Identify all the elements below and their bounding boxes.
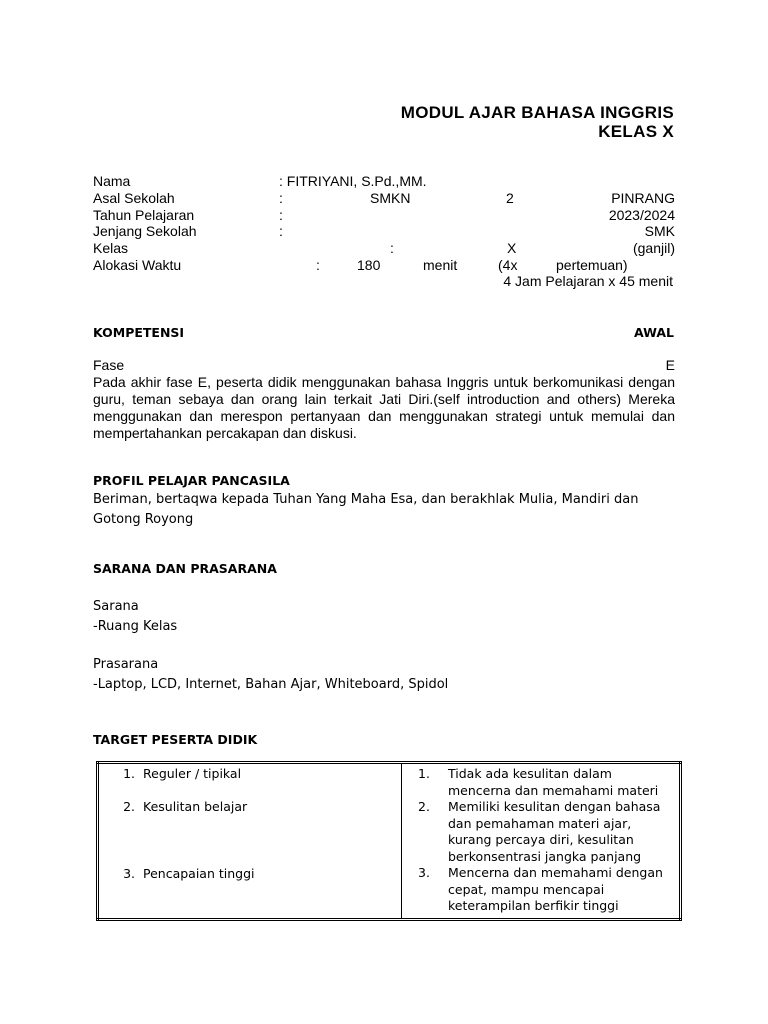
jenjang-label: Jenjang Sekolah (93, 223, 197, 239)
alokasi-label: Alokasi Waktu (93, 257, 182, 273)
asal-colon: : (279, 190, 283, 206)
identity-row-asal (93, 190, 675, 207)
identity-row-jam (93, 273, 675, 290)
nama-label: Nama (93, 173, 131, 189)
fase-value: E (665, 357, 675, 373)
sarana-label: Sarana (93, 599, 139, 614)
alokasi-times: (4x (498, 257, 518, 273)
jam-pelajaran: 4 Jam Pelajaran x 45 menit (503, 273, 673, 289)
prasarana-label: Prasarana (93, 657, 159, 672)
target-category-cell (98, 763, 402, 920)
alokasi-colon: : (316, 257, 320, 273)
alokasi-unit: menit (423, 257, 458, 273)
profil-text: Beriman, bertaqwa kepada Tuhan Yang Maha Esa, dan berakhlak Mulia, Mandiri dan Gotong Royong (93, 492, 639, 527)
list-number: 3. (123, 865, 135, 881)
identity-row-tahun (93, 207, 675, 224)
profil-heading: PROFIL PELAJAR PANCASILA (93, 473, 290, 488)
kelas-note: (ganjil) (632, 240, 675, 256)
sarana-heading: SARANA DAN PRASARANA (93, 561, 277, 576)
tahun-value: 2023/2024 (608, 207, 675, 223)
alokasi-pertemuan: pertemuan) (556, 257, 628, 273)
list-number: 2. (123, 799, 135, 814)
list-item (105, 766, 395, 783)
table-row (98, 763, 681, 920)
fase-label: Fase (93, 357, 125, 373)
prasarana-items: -Laptop, LCD, Internet, Bahan Ajar, Whiteboard, Spidol (93, 677, 449, 692)
list-text: Pencapaian tinggi (143, 865, 255, 881)
list-item (105, 799, 395, 816)
list-text: Kesulitan belajar (143, 799, 248, 814)
asal-value-3: PINRANG (611, 190, 675, 206)
nama-value: : FITRIYANI, S.Pd.,MM. (279, 173, 427, 189)
list-item (105, 866, 395, 883)
list-item (408, 799, 673, 865)
kompetensi-heading-right: AWAL (634, 325, 674, 340)
list-number: 3. (418, 865, 430, 880)
target-table (96, 761, 682, 921)
tahun-colon: : (279, 207, 283, 223)
tahun-label: Tahun Pelajaran (93, 207, 195, 223)
list-text: Tidak ada kesulitan dalam mencerna dan memahami materi (448, 766, 659, 798)
jenjang-value: SMK (644, 223, 675, 239)
sarana-items: -Ruang Kelas (93, 619, 178, 634)
alokasi-number: 180 (357, 257, 381, 273)
kompetensi-paragraph: Pada akhir fase E, peserta didik menggunakan bahasa Inggris untuk berkomunikasi dengan guru, teman sebaya dan orang lain terkait Jati Diri.(self introduction and others) Mereka menggunakan dan merespon pertanyaan dan menggunakan strategi untuk memulai dan mempertahankan percakapan dan diskusi. (93, 374, 675, 441)
target-description-cell (402, 763, 681, 920)
asal-label: Asal Sekolah (93, 190, 175, 206)
asal-value-2: 2 (506, 190, 514, 206)
identity-row-nama (93, 173, 675, 190)
list-item (408, 865, 673, 915)
kelas-colon: : (390, 240, 394, 256)
asal-value-1: SMKN (370, 190, 411, 206)
kompetensi-heading-left: KOMPETENSI (93, 325, 185, 340)
document-title: MODUL AJAR BAHASA INGGRIS (400, 103, 674, 122)
list-text: Mencerna dan memahami dengan cepat, mampu mencapai keterampilan berfikir tinggi (448, 865, 663, 913)
fase-row (93, 357, 675, 374)
list-number: 1. (418, 766, 430, 781)
identity-row-alokasi (93, 257, 675, 274)
list-item (408, 766, 673, 799)
kelas-value: X (507, 240, 517, 256)
list-number: 1. (123, 766, 135, 781)
identity-row-kelas (93, 240, 675, 257)
kelas-label: Kelas (93, 240, 129, 256)
list-text: Reguler / tipikal (143, 766, 242, 781)
jenjang-colon: : (279, 223, 283, 239)
list-text: Memiliki kesulitan dengan bahasa dan pemahaman materi ajar, kurang percaya diri, kesulitan berkonsentrasi jangka panjang (448, 799, 661, 864)
list-number: 2. (418, 799, 430, 814)
identity-row-jenjang (93, 223, 675, 240)
document-subtitle: KELAS X (598, 122, 674, 141)
target-heading: TARGET PESERTA DIDIK (93, 732, 258, 747)
